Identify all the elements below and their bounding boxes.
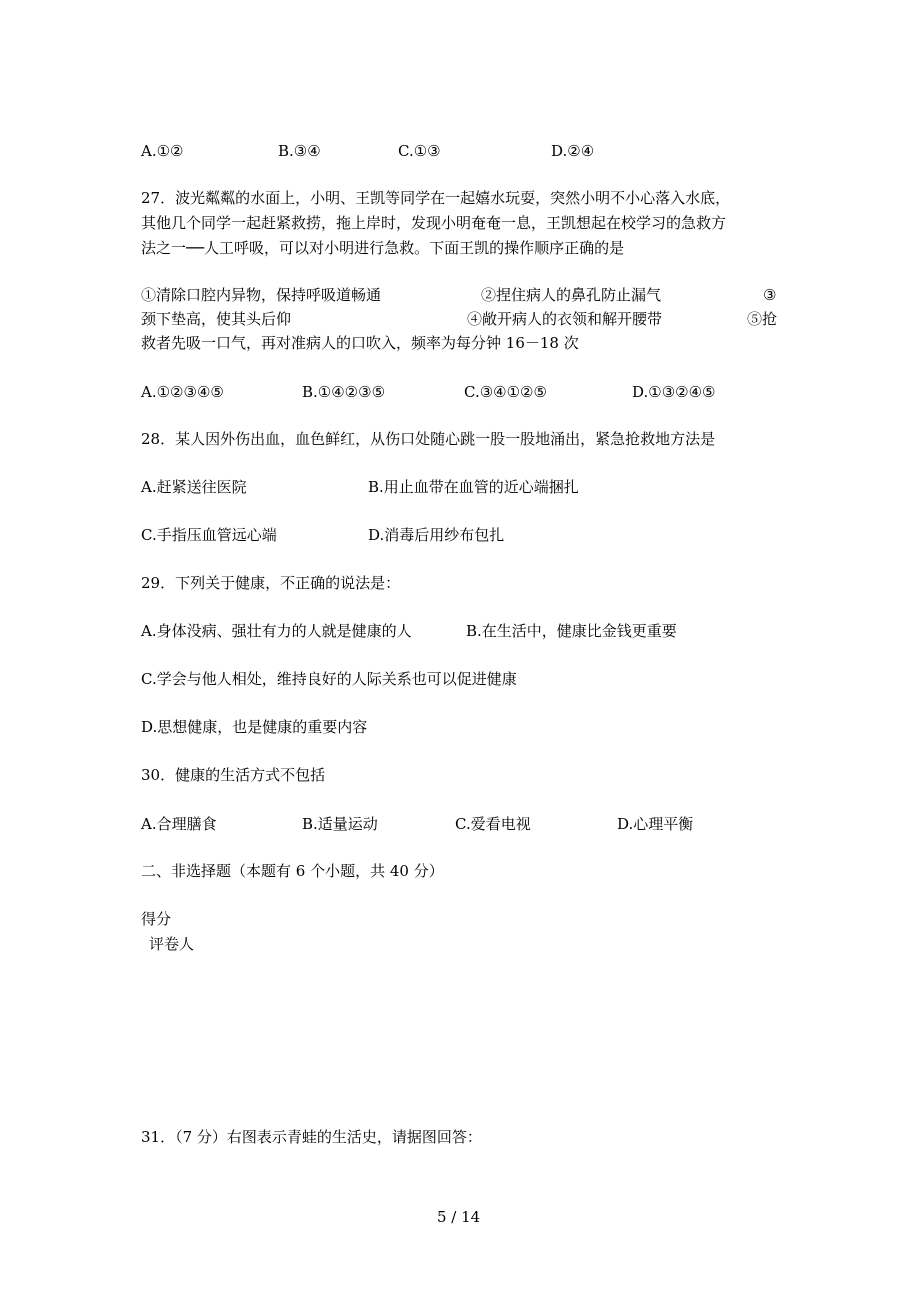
q29-stem: 29．下列关于健康，不正确的说法是： <box>141 574 401 592</box>
q28-stem: 28．某人因外伤出血，血色鲜红，从伤口处随心跳一股一股地涌出，紧急抢救地方法是 <box>141 430 716 448</box>
q26-option-d: D.②④ <box>551 142 595 160</box>
page-number: 5 / 14 <box>437 1208 481 1226</box>
q30-option-b: B.适量运动 <box>302 815 378 833</box>
q30-option-a: A.合理膳食 <box>141 815 217 833</box>
q27-step-3-text: 颈下垫高，使其头后仰 <box>141 310 292 328</box>
q27-step-4: ④敞开病人的衣领和解开腰带 <box>467 310 663 328</box>
q27-step-1: ①清除口腔内异物，保持呼吸道畅通 <box>141 286 382 304</box>
q28-option-a: A.赶紧送往医院 <box>141 478 247 496</box>
q28-option-c: C.手指压血管远心端 <box>141 526 277 544</box>
section-2-heading: 二、非选择题（本题有 6 个小题，共 40 分） <box>141 862 444 880</box>
q31-stem: 31．（7 分）右图表示青蛙的生活史，请据图回答： <box>141 1128 482 1146</box>
q27-option-d: D.①③②④⑤ <box>632 383 716 401</box>
q29-option-b: B.在生活中，健康比金钱更重要 <box>466 622 677 640</box>
grader-label: 评卷人 <box>149 935 195 953</box>
q27-step-2: ②捏住病人的鼻孔防止漏气 <box>481 286 662 304</box>
q27-step-5-text: 救者先吸一口气，再对准病人的口吹入，频率为每分钟 16－18 次 <box>141 334 579 352</box>
q27-option-c: C.③④①②⑤ <box>464 383 547 401</box>
q28-option-d: D.消毒后用纱布包扎 <box>368 526 505 544</box>
q27-stem-line-3: 法之一──人工呼吸，可以对小明进行急救。下面王凯的操作顺序正确的是 <box>141 239 625 257</box>
q27-step-3-marker: ③ <box>763 286 777 304</box>
q26-option-c: C.①③ <box>398 142 441 160</box>
q29-option-c: C.学会与他人相处，维持良好的人际关系也可以促进健康 <box>141 670 517 688</box>
q30-stem: 30．健康的生活方式不包括 <box>141 766 326 784</box>
q30-option-d: D.心理平衡 <box>617 815 694 833</box>
q27-stem-line-2: 其他几个同学一起赶紧救捞，拖上岸时，发现小明奄奄一息，王凯想起在校学习的急救方 <box>141 214 727 232</box>
score-label: 得分 <box>141 910 172 928</box>
q29-option-a: A.身体没病、强壮有力的人就是健康的人 <box>141 622 412 640</box>
q28-option-b: B.用止血带在血管的近心端捆扎 <box>368 478 579 496</box>
q27-option-b: B.①④②③⑤ <box>302 383 386 401</box>
q26-option-a: A.①② <box>141 142 184 160</box>
q29-option-d: D.思想健康，也是健康的重要内容 <box>141 718 368 736</box>
q26-option-b: B.③④ <box>278 142 321 160</box>
q27-stem-line-1: 27．波光粼粼的水面上，小明、王凯等同学在一起嬉水玩耍，突然小明不小心落入水底， <box>141 189 731 207</box>
q27-step-5-marker: ⑤抢 <box>747 310 778 328</box>
q30-option-c: C.爱看电视 <box>455 815 531 833</box>
q27-option-a: A.①②③④⑤ <box>141 383 224 401</box>
